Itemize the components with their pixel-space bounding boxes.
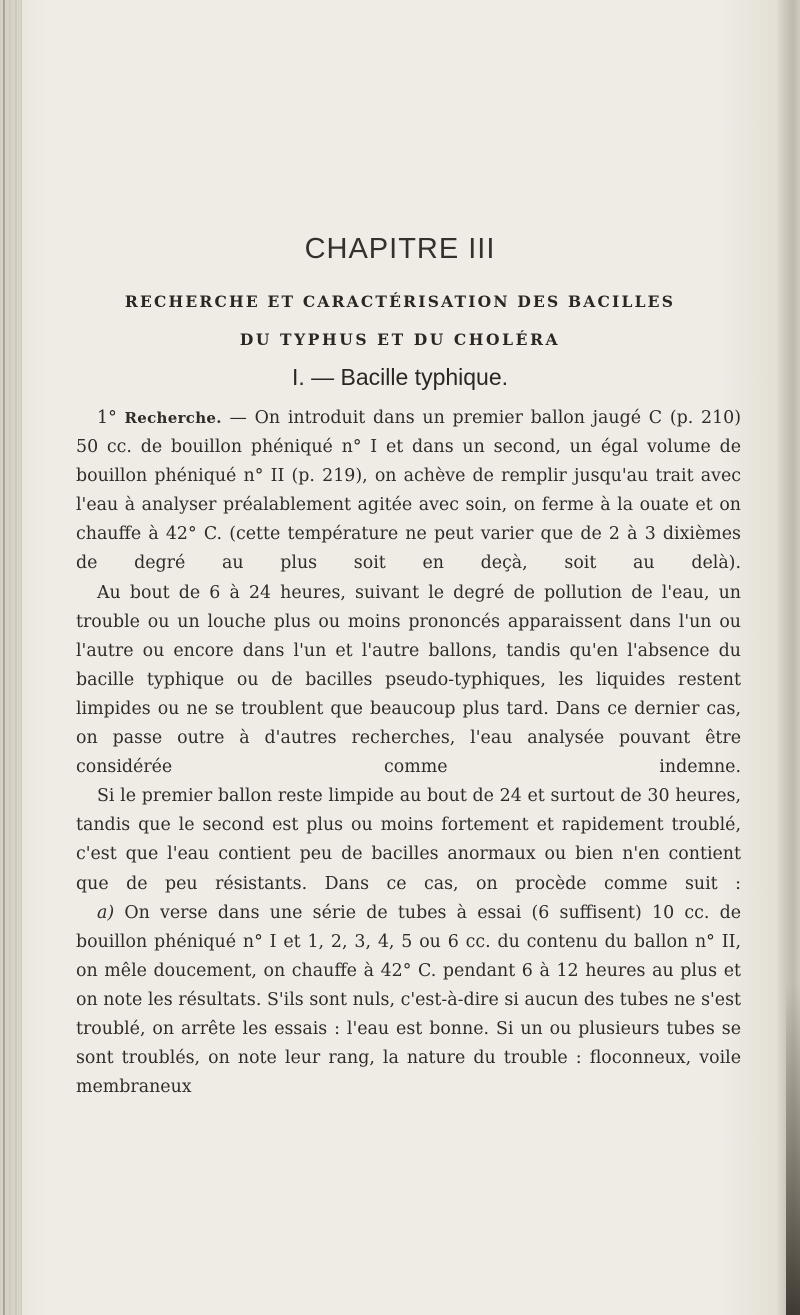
paragraph-lead: Recherche. [124,409,222,427]
chapter-title-line-1: RECHERCHE ET CARACTÉRISATION DES BACILLES [124,292,676,311]
paragraph-text: On introduit dans un premier ballon jaugé C (p. 210) 50 cc. de bouillon phéniqué n° I et dans un second, un égal volume de bouillon phéniqué n° II (p. 219), on achève de remplir jusqu'au trait avec l'eau à analyser préalablement agitée avec soin, on ferme à la ouate et on chauffe à 42° C. (cette température ne peut varier que de 2 à 3 dixièmes de degré au plus soit en deçà, soit au delà). [76,408,741,574]
paragraph-4 [76,899,741,1103]
lead-dash: — [221,408,255,428]
list-marker: a) [97,902,115,923]
paragraph-2: Au bout de 6 à 24 heures, suivant le degré de pollution de l'eau, un trouble ou un louche plus ou moins prononcés apparaissent dans l'un ou l'autre ou encore dans l'un et l'autre ballons, tandis qu'en l'absence du bacille typhique ou de bacilles pseudo-typhiques, les liquides restent limpides ou ne se troublent que beaucoup plus tard. Dans ce dernier cas, on passe outre à d'autres recherches, l'eau analysée pouvant être considérée comme indemne. [76,582,741,778]
paragraph-text: On verse dans une série de tubes à essai (6 suffisent) 10 cc. de bouillon phéniqué n° I et 1, 2, 3, 4, 5 ou 6 cc. du contenu du ballon n° II, on mêle doucement, on chauffe à 42° C. pendant 6 à 12 heures au plus et on note les résultats. S'ils sont nuls, c'est-à-dire si aucun des tubes ne s'est troublé, on arrête les essais : l'eau est bonne. Si un ou plusieurs tubes se sont troublés, on note leur rang, la nature du trouble : floconneux, voile membraneux [76,902,741,1098]
section-title: I. — Bacille typhique. [291,364,509,390]
paragraph-recherche [76,404,741,579]
chapter-heading: CHAPITRE III [304,233,496,265]
page-edge-line [3,0,5,1315]
page-edge-shadow [786,985,800,1315]
body-text [76,404,741,1102]
chapter-title-line-2: DU TYPHUS ET DU CHOLÉRA [239,330,561,349]
paragraph-number: 1° [97,408,117,428]
paragraph-3: Si le premier ballon reste limpide au bout de 24 et surtout de 30 heures, tandis que le second est plus ou moins fortement et rapidement troublé, c'est que l'eau contient peu de bacilles anormaux ou bien n'en contient que de peu résistants. Dans ce cas, on procède comme suit : [76,786,741,894]
